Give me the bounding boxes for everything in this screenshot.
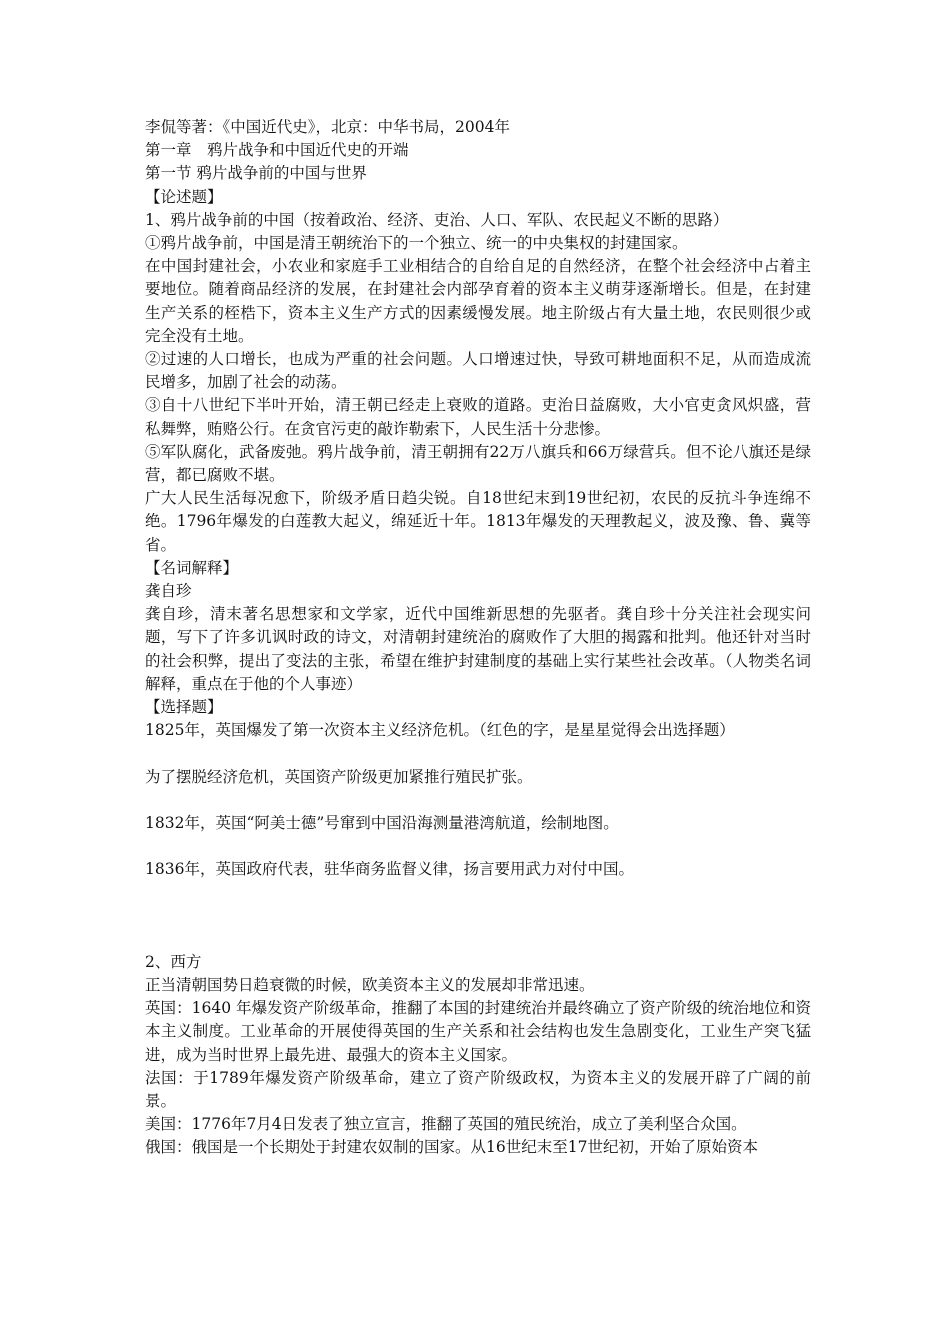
citation: 李侃等著：《中国近代史》，北京：中华书局，2004年	[145, 118, 510, 136]
term-heading: 【名词解释】	[145, 558, 239, 577]
question-1-paragraph-4: ③自十八世纪下半叶开始，清王朝已经走上衰败的道路。吏治日益腐败，大小官吏贪风炽盛，营私舞弊，贿赂公行。在贪官污吏的敲诈勒索下，人民生活十分悲惨。	[145, 396, 811, 438]
choice-item-2: 为了摆脱经济危机，英国资产阶级更加紧推行殖民扩张。	[145, 767, 533, 786]
question-2-paragraph-5: 俄国：俄国是一个长期处于封建农奴制的国家。从16世纪末至17世纪初，开始了原始资本	[145, 1138, 758, 1157]
question-1-paragraph-3: ②过速的人口增长，也成为严重的社会问题。人口增速过快，导致可耕地面积不足，从而造成流民增多，加剧了社会的动荡。	[145, 350, 811, 392]
choice-item-3: 1832年，英国“阿美士德”号窜到中国沿海测量港湾航道，绘制地图。	[145, 814, 619, 833]
question-1-paragraph-2: 在中国封建社会，小农业和家庭手工业相结合的自给自足的自然经济，在整个社会经济中占着主要地位。随着商品经济的发展，在封建社会内部孕育着的资本主义萌芽逐渐增长。但是，在封建生产关系的桎梏下，资本主义生产方式的因素缓慢发展。地主阶级占有大量土地，农民则很少或完全没有土地。	[145, 257, 811, 345]
question-1-paragraph-5: ⑤军队腐化，武备废弛。鸦片战争前，清王朝拥有22万八旗兵和66万绿营兵。但不论八旗还是绿营，都已腐败不堪。	[145, 442, 811, 485]
spacer	[145, 835, 811, 858]
term-paragraph: 龚自珍，清末著名思想家和文学家，近代中国维新思想的先驱者。龚自珍十分关注社会现实问题，写下了许多讥讽时政的诗文，对清朝封建统治的腐败作了大胆的揭露和批判。他还针对当时的社会积弊，提出了变法的主张，希望在维护封建制度的基础上实行某些社会改革。（人物类名词解释，重点在于他的个人事迹）	[145, 605, 811, 693]
choice-heading: 【选择题】	[145, 698, 223, 717]
question-2-title: 2、西方	[145, 952, 202, 971]
spacer	[145, 928, 811, 951]
question-1-paragraph-1: ①鸦片战争前，中国是清王朝统治下的一个独立、统一的中央集权的封建国家。	[145, 234, 688, 253]
question-2-paragraph-4: 美国：1776年7月4日发表了独立宣言，推翻了英国的殖民统治，成立了美利坚合众国。	[145, 1115, 747, 1134]
spacer	[145, 882, 811, 928]
term-name: 龚自珍	[145, 582, 192, 601]
question-2-paragraph-1: 正当清朝国势日趋衰微的时候，欧美资本主义的发展却非常迅速。	[145, 976, 595, 995]
choice-item-1: 1825年，英国爆发了第一次资本主义经济危机。（红色的字，是星星觉得会出选择题）	[145, 721, 735, 740]
section-title: 第一节 鸦片战争前的中国与世界	[145, 164, 367, 183]
question-1-paragraph-6: 广大人民生活每况愈下，阶级矛盾日趋尖锐。自18世纪末到19世纪初，农民的反抗斗争连绵不绝。1796年爆发的白莲教大起义，绵延近十年。1813年爆发的天理教起义，波及豫、鲁、冀等省。	[145, 489, 811, 554]
document-page	[145, 116, 811, 1160]
choice-item-4: 1836年，英国政府代表，驻华商务监督义律，扬言要用武力对付中国。	[145, 860, 634, 879]
question-2-paragraph-3: 法国：于1789年爆发资产阶级革命，建立了资产阶级政权，为资本主义的发展开辟了广阔的前景。	[145, 1068, 811, 1111]
spacer	[145, 789, 811, 812]
question-2-paragraph-2: 英国：1640 年爆发资产阶级革命，推翻了本国的封建统治并最终确立了资产阶级的统治地位和资本主义制度。工业革命的开展使得英国的生产关系和社会结构也发生急剧变化，工业生产突飞猛进，成为当时世界上最先进、最强大的资本主义国家。	[145, 999, 811, 1064]
chapter-title: 第一章 鸦片战争和中国近代史的开端	[145, 141, 409, 160]
question-1-title: 1、鸦片战争前的中国（按着政治、经济、吏治、人口、军队、农民起义不断的思路）	[145, 210, 729, 229]
essay-heading: 【论述题】	[145, 187, 223, 206]
spacer	[145, 742, 811, 765]
